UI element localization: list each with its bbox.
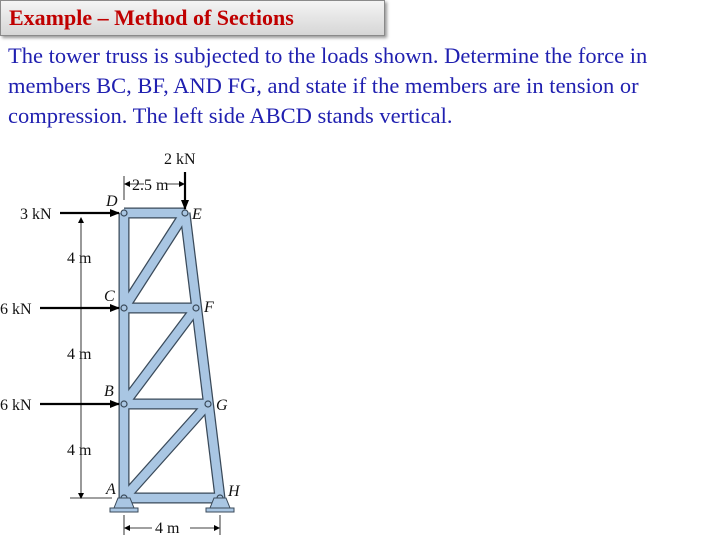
load-label-3kN: 3 kN (20, 206, 52, 223)
dim-base-width: 4 m (155, 520, 180, 537)
joint-label-E: E (192, 206, 202, 223)
load-label-2kN: 2 kN (164, 151, 196, 168)
load-label-6kN-B: 6 kN (0, 397, 32, 414)
support-H (210, 498, 230, 508)
joint-label-B: B (104, 383, 114, 400)
dim-BA: 4 m (67, 442, 92, 459)
joint-label-G: G (216, 397, 228, 414)
problem-statement: The tower truss is subjected to the loads shown. Determine the force in members BC, BF, AND FG, and state if the members are in tension or compression. The left side ABCD stands vertical. (8, 43, 648, 128)
dim-DC: 4 m (67, 250, 92, 267)
joint-label-H: H (228, 483, 240, 500)
joint-label-A: A (106, 481, 116, 498)
load-label-6kN-C: 6 kN (0, 301, 32, 318)
joint-label-F: F (204, 299, 214, 316)
dim-CB: 4 m (67, 346, 92, 363)
joint-label-D: D (106, 193, 118, 210)
dim-top-width: 2.5 m (132, 177, 169, 194)
slide-title: Example – Method of Sections (9, 5, 294, 30)
support-A (114, 498, 134, 508)
joint-label-C: C (104, 288, 115, 305)
